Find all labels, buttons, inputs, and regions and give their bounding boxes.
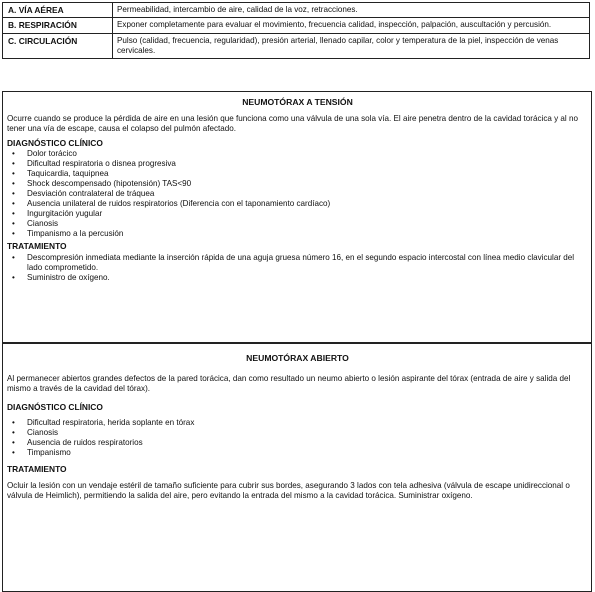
section-title: NEUMOTÓRAX ABIERTO [246,353,349,363]
list-item: • Cianosis [7,219,588,229]
list-item: • Dificultad respiratoria, herida soplante en tórax [7,418,588,428]
section-intro: Al permanecer abiertos grandes defectos de la pared torácica, dan como resultado un neumo abierto o lesión aspirante del tórax (entrada de aire y salida del mismo a través de la cavidad del tórax). [7,373,571,393]
table-row [3,18,590,33]
table-row [3,33,590,58]
section-intro: Ocurre cuando se produce la pérdida de aire en una lesión que funciona como una válvula de una sola vía. El aire penetra dentro de la cavidad torácica y al no tener una vía de escape, causa el colapso del pulmón afectado. [7,113,578,133]
list-item: • Dolor torácico [7,149,588,159]
row-label: B. RESPIRACIÓN [3,18,113,33]
diagnosis-list [7,149,588,239]
treatment-heading: TRATAMIENTO [7,464,67,475]
table-row [3,3,590,18]
diagnosis-list [7,418,588,458]
tension-pneumothorax-box [2,91,592,344]
row-label: A. VÍA AÉREA [3,3,113,18]
diagnosis-heading: DIAGNÓSTICO CLÍNICO [7,137,103,148]
list-item: • Ausencia de ruidos respiratorios [7,438,588,448]
list-item: • Suministro de oxígeno. [7,273,588,283]
list-item: • Descompresión inmediata mediante la inserción rápida de una aguja gruesa número 16, en el segundo espacio intercostal con línea medio clavicular del lado comprometido. [7,253,588,273]
treatment-text: Ocluir la lesión con un vendaje estéril de tamaño suficiente para cubrir sus bordes, asegurando 3 lados con tela adhesiva (válvula de escape unidireccional o válvula de Heimlich), permitiendo la salida del aire, pero evitando la entrada del mismo a la cavidad torácica. Suministrar oxígeno. [7,480,570,500]
abc-assessment-table [2,2,590,59]
row-description: Exponer completamente para evaluar el movimiento, frecuencia calidad, inspección, palpación, auscultación y percusión. [113,18,590,33]
list-item: • Desviación contralateral de tráquea [7,189,588,199]
list-item: • Taquicardia, taquipnea [7,169,588,179]
section-title: NEUMOTÓRAX A TENSIÓN [242,97,353,107]
list-item: • Shock descompensado (hipotensión) TAS<90 [7,179,588,189]
list-item: • Ingurgitación yugular [7,209,588,219]
row-description: Permeabilidad, intercambio de aire, calidad de la voz, retracciones. [113,3,590,18]
list-item: • Timpanismo a la percusión [7,229,588,239]
treatment-list [7,253,588,283]
list-item: • Ausencia unilateral de ruidos respiratorios (Diferencia con el taponamiento cardíaco) [7,199,588,209]
list-item: • Timpanismo [7,448,588,458]
row-description: Pulso (calidad, frecuencia, regularidad), presión arterial, llenado capilar, color y temperatura de la piel, inspección de venas cervicales. [113,33,590,58]
list-item: • Dificultad respiratoria o disnea progresiva [7,159,588,169]
open-pneumothorax-box [2,343,592,592]
diagnosis-heading: DIAGNÓSTICO CLÍNICO [7,401,103,412]
row-label: C. CIRCULACIÓN [3,33,113,58]
list-item: • Cianosis [7,428,588,438]
treatment-heading: TRATAMIENTO [7,241,67,252]
